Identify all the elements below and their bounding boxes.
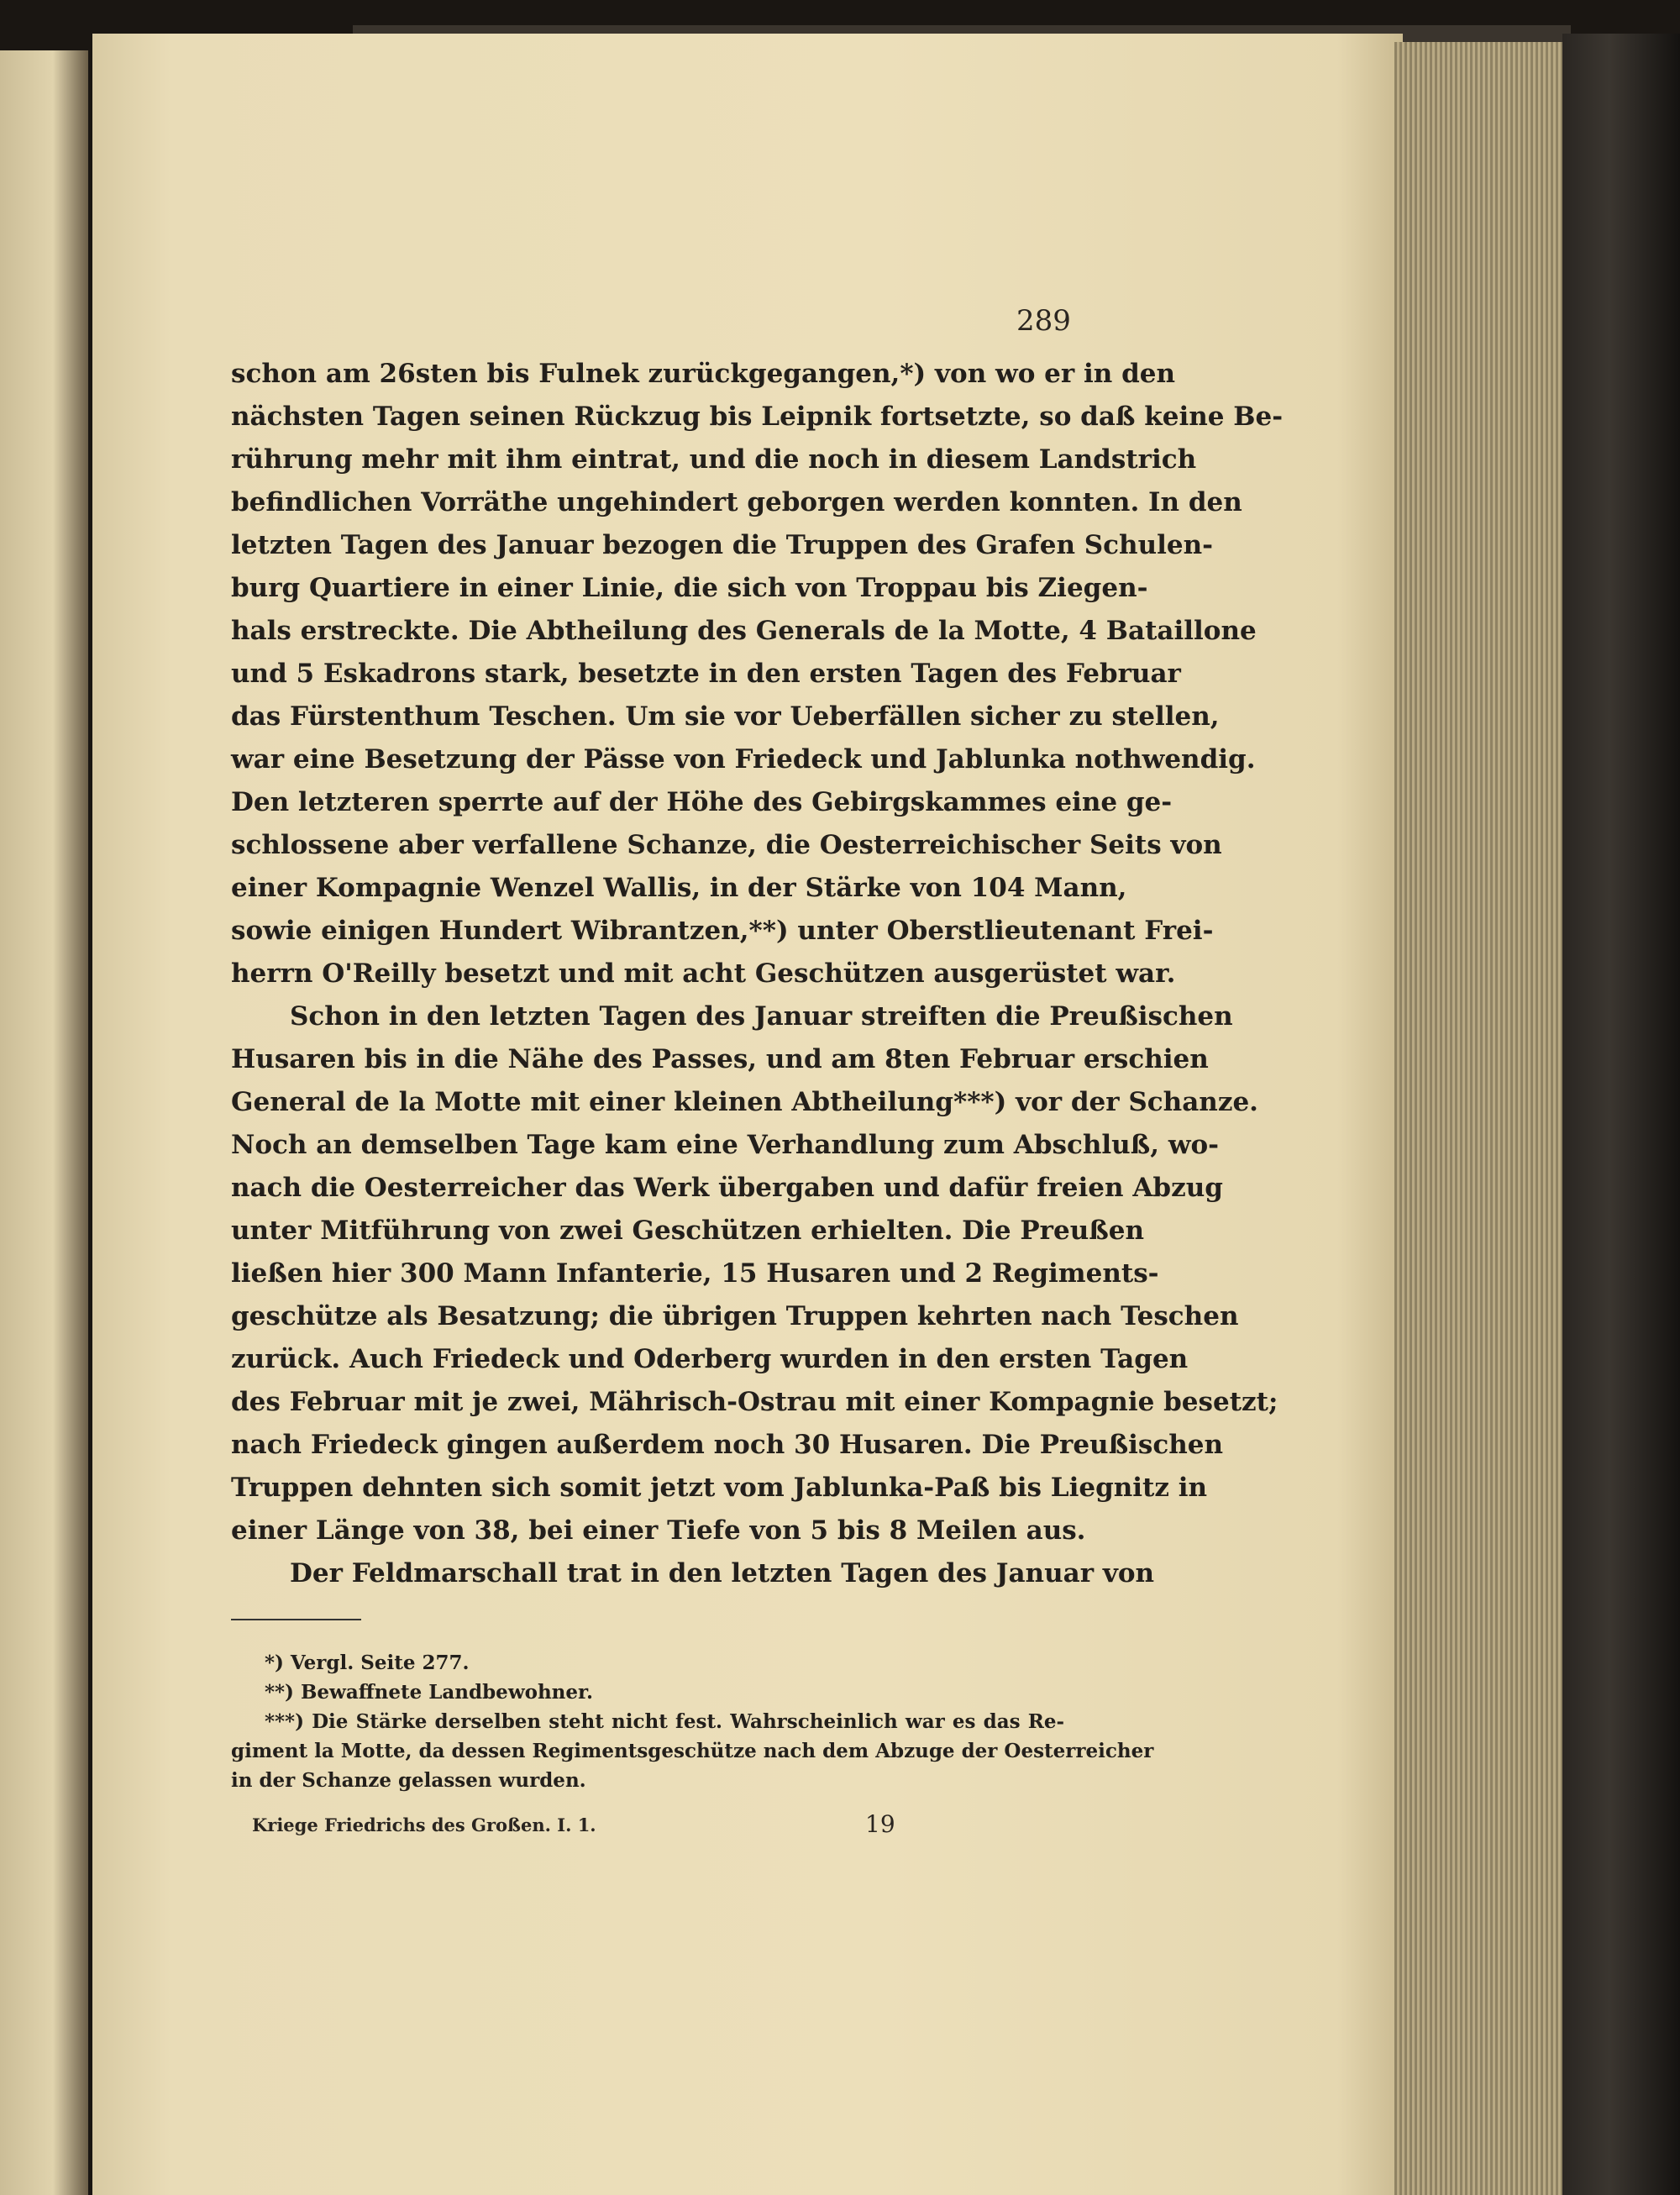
- text-line: hals erstreckte. Die Abtheilung des Generals de la Motte, 4 Bataillone: [231, 616, 1257, 646]
- footnote-line: giment la Motte, da dessen Regimentsgeschütze nach dem Abzuge der Oesterreicher: [231, 1740, 1154, 1762]
- text-line: war eine Besetzung der Pässe von Friedeck und Jablunka nothwendig.: [231, 744, 1256, 775]
- text-line: geschütze als Besatzung; die übrigen Truppen kehrten nach Teschen: [231, 1301, 1239, 1331]
- footnote-line: in der Schanze gelassen wurden.: [231, 1769, 586, 1792]
- text-line: Schon in den letzten Tagen des Januar streiften die Preußischen: [290, 1001, 1233, 1032]
- text-line: nach Friedeck gingen außerdem noch 30 Husaren. Die Preußischen: [231, 1430, 1224, 1460]
- text-line: befindlichen Vorräthe ungehindert geborgen werden konnten. In den: [231, 487, 1242, 517]
- text-line: rührung mehr mit ihm eintrat, und die noch in diesem Landstrich: [231, 444, 1197, 475]
- footnote-line: *) Vergl. Seite 277.: [265, 1652, 470, 1674]
- page-number: 289: [1016, 304, 1071, 338]
- text-line: schlossene aber verfallene Schanze, die Oesterreichischer Seits von: [231, 830, 1222, 860]
- text-line: einer Länge von 38, bei einer Tiefe von 5 bis 8 Meilen aus.: [231, 1515, 1086, 1546]
- text-line: das Fürstenthum Teschen. Um sie vor Ueberfällen sicher zu stellen,: [231, 701, 1220, 732]
- text-line: unter Mitführung von zwei Geschützen erhielten. Die Preußen: [231, 1216, 1145, 1246]
- text-line: Husaren bis in die Nähe des Passes, und am 8ten Februar erschien: [231, 1044, 1209, 1074]
- text-line: herrn O'Reilly besetzt und mit acht Geschützen ausgerüstet war.: [231, 958, 1176, 989]
- footnote-rule: [231, 1619, 361, 1620]
- text-line: Noch an demselben Tage kam eine Verhandlung zum Abschluß, wo-: [231, 1130, 1220, 1160]
- footer-title: Kriege Friedrichs des Großen. I. 1.: [252, 1814, 596, 1835]
- text-line: General de la Motte mit einer kleinen Abtheilung***) vor der Schanze.: [231, 1087, 1258, 1117]
- signature-mark: 19: [865, 1810, 895, 1838]
- text-line: und 5 Eskadrons stark, besetzte in den ersten Tagen des Februar: [231, 659, 1181, 689]
- text-line: burg Quartiere in einer Linie, die sich von Troppau bis Ziegen-: [231, 573, 1148, 603]
- body-text: [231, 353, 1284, 1595]
- text-line: des Februar mit je zwei, Mährisch-Ostrau mit einer Kompagnie besetzt;: [231, 1387, 1278, 1417]
- text-line: einer Kompagnie Wenzel Wallis, in der Stärke von 104 Mann,: [231, 873, 1127, 903]
- text-line: zurück. Auch Friedeck und Oderberg wurden in den ersten Tagen: [231, 1344, 1189, 1374]
- footnote-line: ***) Die Stärke derselben steht nicht fest. Wahrscheinlich war es das Re-: [265, 1710, 1064, 1733]
- text-line: letzten Tagen des Januar bezogen die Truppen des Grafen Schulen-: [231, 530, 1214, 560]
- book-cover: [1562, 34, 1680, 2195]
- text-line: sowie einigen Hundert Wibrantzen,**) unter Oberstlieutenant Frei-: [231, 916, 1214, 946]
- text-line: Der Feldmarschall trat in den letzten Tagen des Januar von: [290, 1558, 1155, 1588]
- text-line: nächsten Tagen seinen Rückzug bis Leipnik fortsetzte, so daß keine Be-: [231, 402, 1284, 432]
- text-line: Den letzteren sperrte auf der Höhe des Gebirgskammes eine ge-: [231, 787, 1173, 817]
- page-edges: [1394, 42, 1571, 2195]
- footnote-line: **) Bewaffnete Landbewohner.: [265, 1681, 594, 1704]
- text-line: schon am 26sten bis Fulnek zurückgegangen,*) von wo er in den: [231, 359, 1176, 389]
- text-line: Truppen dehnten sich somit jetzt vom Jablunka-Paß bis Liegnitz in: [231, 1473, 1208, 1503]
- footnotes: [231, 1648, 1154, 1795]
- text-line: ließen hier 300 Mann Infanterie, 15 Husaren und 2 Regiments-: [231, 1258, 1159, 1289]
- left-page-edge: [0, 50, 88, 2195]
- text-line: nach die Oesterreicher das Werk übergaben und dafür freien Abzug: [231, 1173, 1223, 1203]
